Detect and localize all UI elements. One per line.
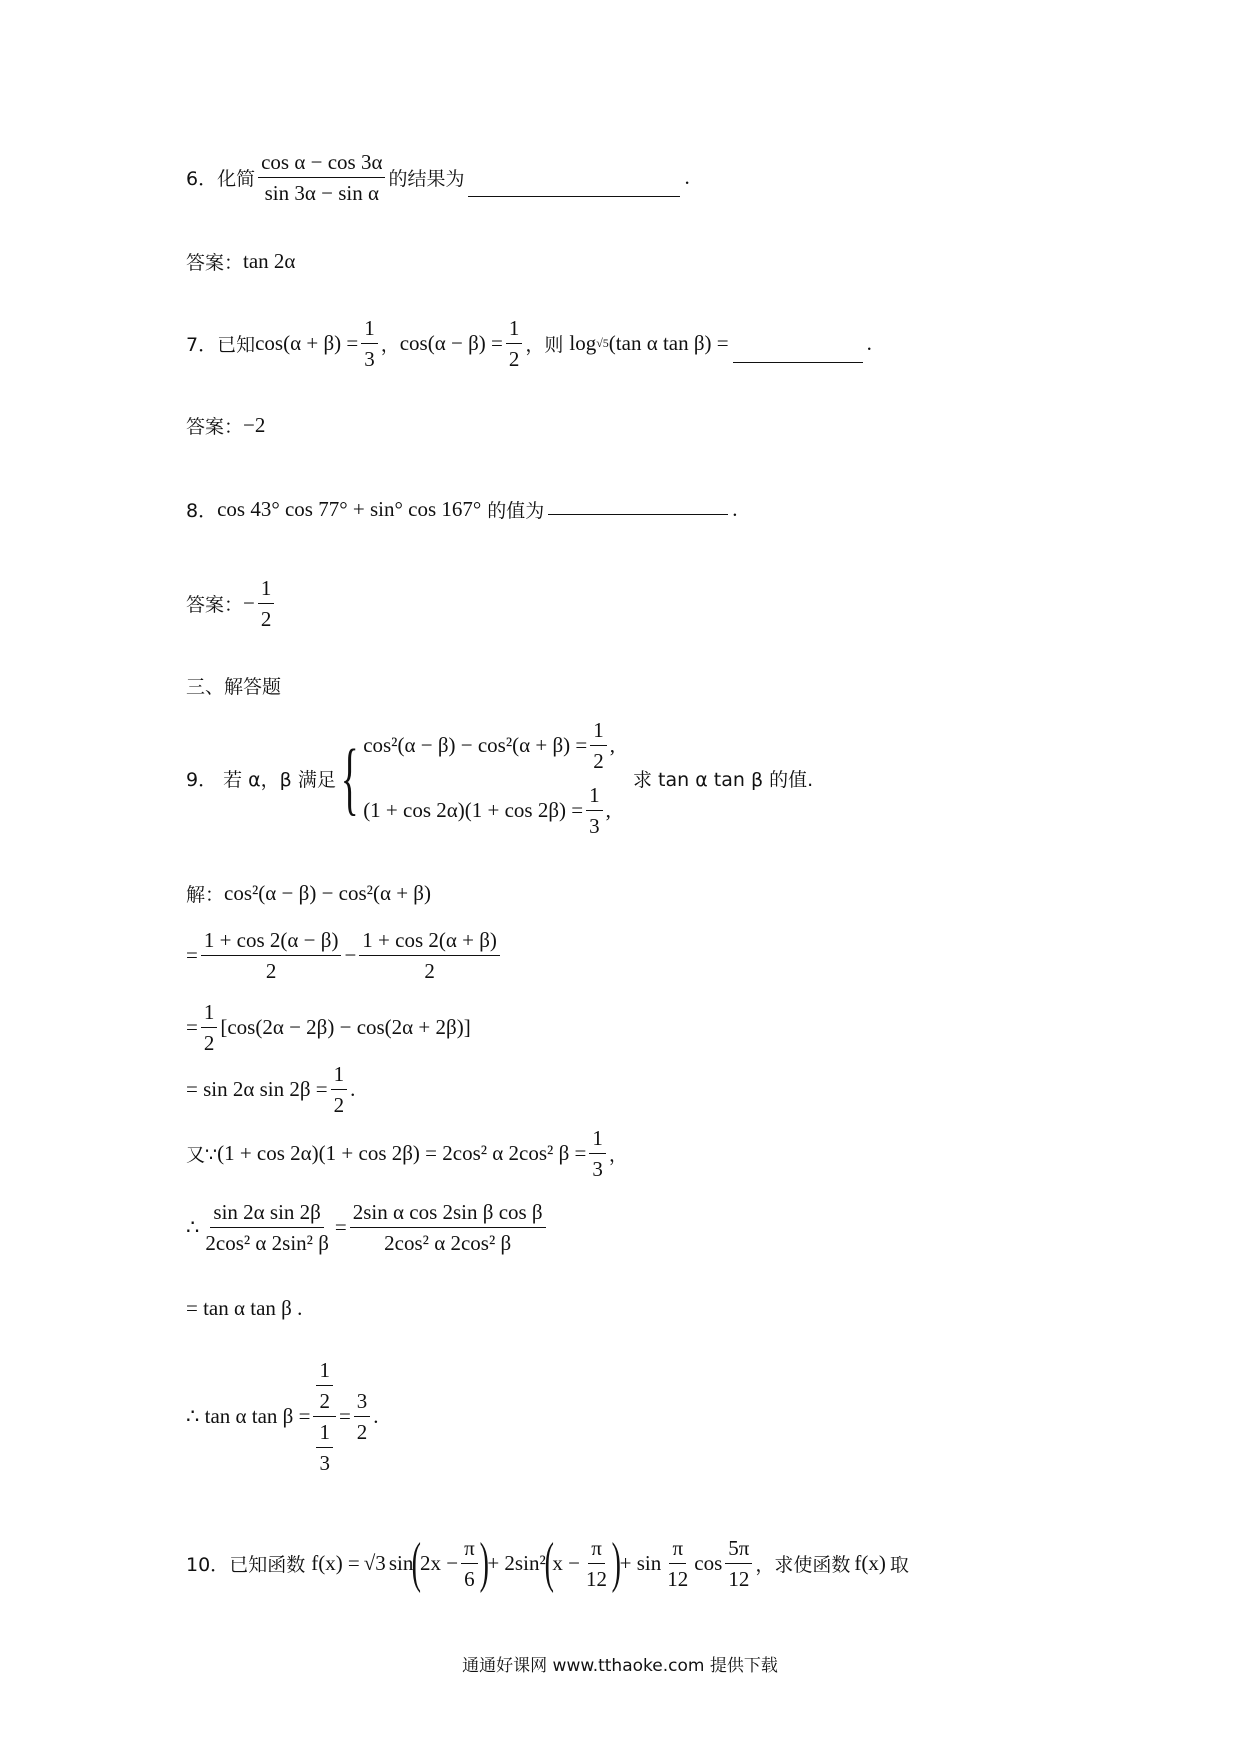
q7-number: 7． (186, 334, 218, 357)
q10-label: 已知函数 (229, 1554, 306, 1577)
a8-fraction (258, 576, 275, 631)
q10-pi12b-den: 12 (667, 1567, 689, 1592)
sol-l8-complex-frac (313, 1358, 336, 1476)
q9-row2-comma: , (605, 798, 611, 823)
question-6 (186, 150, 690, 205)
a6-label: 答案： (186, 252, 244, 274)
sol-l5-prefix: 又∵ (186, 1144, 218, 1167)
sol-l7-expr: = tan α tan β . (186, 1296, 303, 1320)
q9-row1-frac (590, 718, 607, 773)
sol-l8-top (313, 1358, 336, 1417)
q6-end: . (684, 165, 690, 190)
q10-arg2: x − (552, 1551, 580, 1576)
sol-l4-frac (331, 1062, 348, 1117)
sol-l8-expr: ∴ tan α tan β = (186, 1404, 311, 1429)
sol-l5-den: 3 (592, 1157, 603, 1182)
q9-row1-expr: cos²(α − β) − cos²(α + β) = (363, 733, 588, 758)
q10-tail: ，求使函数 (755, 1554, 851, 1577)
sol-l8-bottom (313, 1417, 336, 1475)
q10-pi-over-12 (583, 1536, 610, 1591)
sol-l2-frac-b (359, 928, 500, 983)
q6-number: 6． (186, 168, 218, 191)
q7-frac1 (361, 316, 378, 371)
section-title (186, 672, 281, 699)
q10-lparen1: ( (411, 1532, 422, 1595)
a7-label: 答案： (186, 416, 244, 438)
sol-label: 解： (186, 884, 225, 906)
q7-expr2: cos(α − β) = (399, 331, 503, 356)
q10-fx: f(x) = (311, 1551, 360, 1576)
q10-sin1: sin (388, 1551, 414, 1576)
sol-l3-frac (201, 1000, 218, 1055)
q10-term2: + 2sin² (487, 1551, 546, 1576)
q10-pi12-den: 12 (586, 1567, 607, 1592)
sol-l2b-den: 2 (424, 959, 435, 984)
q10-tail2: 取 (889, 1554, 909, 1577)
q7-answer-blank[interactable] (733, 361, 863, 363)
sol-l6-frac2 (350, 1200, 546, 1255)
q7-frac1-den: 3 (364, 347, 375, 372)
a8-sign: − (243, 591, 255, 616)
sol-l8-end: . (373, 1404, 379, 1429)
q7-expr3: (tan α tan β) = (608, 331, 729, 356)
solution-line-3 (186, 1000, 471, 1055)
q7-log-base: √5 (596, 336, 609, 351)
q7-frac2-num: 1 (506, 316, 523, 344)
q10-5pi-num: 5π (725, 1536, 752, 1564)
q9-system (363, 718, 615, 839)
solution-line-6 (186, 1200, 549, 1255)
q6-tail: 的结果为 (388, 168, 465, 191)
question-8 (186, 496, 738, 523)
q7-then: ，则 (525, 334, 564, 357)
answer-6 (186, 248, 295, 275)
q8-answer-blank[interactable] (548, 513, 728, 515)
sol-l6-frac2-num: 2sin α cos 2sin β cos β (350, 1200, 546, 1228)
sol-l4-expr: = sin 2α sin 2β = (186, 1077, 328, 1102)
q8-expr: cos 43° cos 77° + sin° cos 167° (217, 497, 482, 521)
q9-row1-comma: , (609, 733, 615, 758)
sol-l4-num: 1 (331, 1062, 348, 1090)
sol-l8-result (354, 1389, 371, 1444)
sol-l8-result-num: 3 (354, 1389, 371, 1417)
q9-row2-den: 3 (589, 814, 600, 839)
sol-l2a-den: 2 (265, 959, 277, 984)
sol-l8-bottom-num: 1 (316, 1420, 333, 1448)
q8-end: . (732, 497, 738, 521)
q10-pi6-num: π (461, 1536, 478, 1564)
sol-l5-num: 1 (589, 1126, 606, 1154)
q9-row1-den: 2 (593, 749, 604, 774)
a7-value: −2 (243, 413, 266, 437)
sol-l8-bottom-frac (316, 1420, 333, 1475)
q6-denominator: sin 3α − sin α (264, 181, 379, 206)
sol-l3-eq: = (186, 1015, 198, 1040)
q10-pi6-den: 6 (464, 1567, 475, 1592)
q9-row2 (363, 783, 615, 838)
a6-value: tan 2α (243, 249, 296, 273)
q9-row1 (363, 718, 615, 773)
solution-line-5 (186, 1126, 628, 1181)
sol-l3-num: 1 (201, 1000, 218, 1028)
sol-l2b-num: 1 + cos 2(α + β) (359, 928, 500, 956)
page-footer: 通通好课网 www.tthaoke.com 提供下载 (462, 1656, 778, 1676)
q10-pi-over-12-b (664, 1536, 691, 1591)
q10-pi12b-num: π (669, 1536, 686, 1564)
q10-number: 10． (186, 1554, 230, 1577)
q9-number: 9． (186, 768, 218, 791)
a8-den: 2 (260, 607, 272, 632)
q10-sqrt3: √3 (363, 1551, 386, 1576)
solution-line-8 (186, 1358, 379, 1476)
q6-numerator: cos α − cos 3α (258, 150, 385, 178)
q6-fraction (258, 150, 385, 205)
q10-5pi-den: 12 (728, 1567, 750, 1592)
q10-pi12-num: π (588, 1536, 605, 1564)
solution-line-1 (186, 880, 431, 907)
q9-brace: { (340, 732, 359, 824)
answer-8 (186, 576, 277, 631)
solution-line-7 (186, 1296, 302, 1321)
sol-l8-top-num: 1 (316, 1358, 333, 1386)
q7-end: . (866, 331, 872, 356)
q10-cos: cos (694, 1551, 723, 1576)
q8-number: 8． (186, 500, 218, 522)
q9-row2-expr: (1 + cos 2α)(1 + cos 2β) = (363, 798, 584, 823)
sol-l4-den: 2 (333, 1093, 345, 1118)
solution-line-4 (186, 1062, 355, 1117)
sol-l2-frac-a (201, 928, 342, 983)
q7-frac2 (506, 316, 523, 371)
question-10 (186, 1532, 909, 1595)
q8-tail: 的值为 (487, 500, 545, 522)
q9-ask: 求 tan α tan β 的值. (633, 768, 814, 791)
sol-l2-minus: − (344, 943, 357, 968)
q7-sep: ， (380, 334, 400, 357)
sol-l8-bottom-den: 3 (319, 1451, 330, 1476)
question-7 (186, 316, 872, 371)
solution-line-2 (186, 928, 503, 983)
q9-row2-frac (586, 783, 603, 838)
sol-l6-frac1-den: 2cos² α 2sin² β (205, 1231, 329, 1256)
a8-label: 答案： (186, 594, 244, 617)
q9-row2-num: 1 (586, 783, 603, 811)
sol-l5-expr: (1 + cos 2α)(1 + cos 2β) = 2cos² α 2cos² β = (217, 1141, 587, 1166)
q10-fx2: f(x) (854, 1551, 886, 1576)
q10-pi-over-6 (461, 1536, 478, 1591)
sol-l8-top-den: 2 (319, 1389, 330, 1414)
q9-row1-num: 1 (590, 718, 607, 746)
q7-label: 已知 (217, 334, 256, 357)
sol-l8-result-den: 2 (356, 1420, 368, 1445)
sol-l4-end: . (350, 1077, 356, 1102)
q7-frac2-den: 2 (508, 347, 520, 372)
sol-l2a-num: 1 + cos 2(α − β) (201, 928, 342, 956)
q6-answer-blank[interactable] (468, 195, 680, 197)
q10-rparen1: ) (479, 1532, 489, 1595)
sol-l1: cos²(α − β) − cos²(α + β) (224, 881, 431, 905)
sol-l6-eq: = (334, 1215, 347, 1240)
sol-l6-frac1-num: sin 2α sin 2β (210, 1200, 323, 1228)
section-title-text: 三、解答题 (186, 676, 282, 698)
sol-l8-top-frac (316, 1358, 333, 1413)
question-9 (186, 718, 813, 839)
q10-rparen2: ) (611, 1532, 621, 1595)
q7-expr1: cos(α + β) = (255, 331, 359, 356)
q10-lparen2: ( (544, 1532, 554, 1595)
a8-num: 1 (258, 576, 275, 604)
sol-l5-end: ， (608, 1144, 628, 1167)
q9-label: 若 α，β 满足 (223, 768, 336, 791)
answer-7 (186, 412, 265, 439)
sol-l3-expr: [cos(2α − 2β) − cos(2α + 2β)] (220, 1015, 471, 1040)
sol-l3-den: 2 (203, 1031, 215, 1056)
sol-l6-therefore: ∴ (186, 1215, 200, 1240)
q7-log: log (569, 331, 597, 356)
q6-label: 化简 (217, 168, 256, 191)
sol-l6-frac2-den: 2cos² α 2cos² β (384, 1231, 512, 1256)
q10-term3: + sin (619, 1551, 662, 1576)
sol-l2-eq: = (186, 943, 198, 968)
sol-l5-frac (589, 1126, 606, 1181)
sol-l6-frac1 (202, 1200, 332, 1255)
q10-arg1: 2x − (419, 1551, 459, 1576)
q7-frac1-num: 1 (361, 316, 378, 344)
q10-5pi-over-12 (725, 1536, 752, 1591)
sol-l8-eq: = (338, 1404, 351, 1429)
